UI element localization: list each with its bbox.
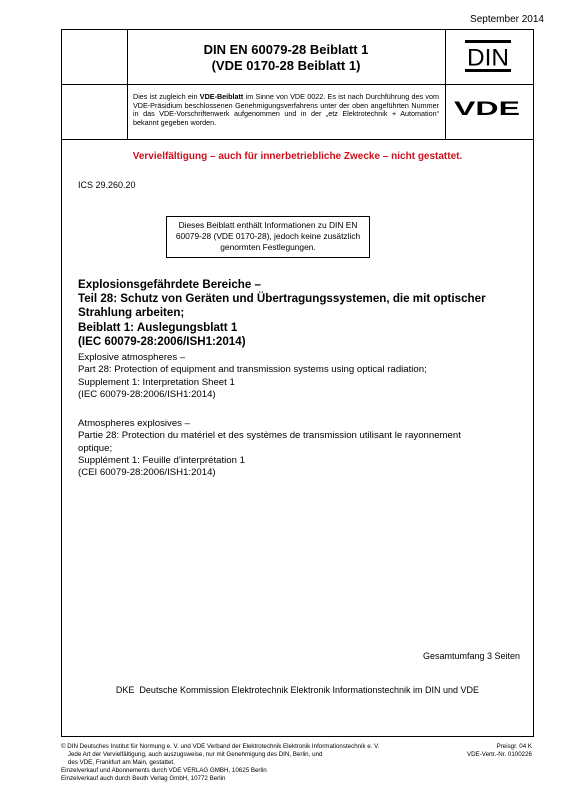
footer-line: des VDE, Frankfurt am Main, gestattet. (61, 758, 175, 766)
german-title-line: Strahlung arbeiten; (78, 306, 185, 320)
footer-copyright (61, 743, 379, 783)
english-title-line: Part 28: Protection of equipment and transmission systems using optical radiation; (78, 364, 427, 376)
ics-code: ICS 29.260.20 (78, 180, 136, 190)
german-title (78, 278, 528, 349)
vde-logo-text: VDE (454, 99, 520, 117)
french-title-line: Atmospheres explosives – (78, 418, 190, 429)
din-logo-text: DIN (467, 44, 509, 72)
din-logo (464, 39, 512, 73)
publication-date: September 2014 (470, 14, 544, 25)
price-group: Preisgr. 04 K (496, 743, 532, 750)
title-line: DIN EN 60079-28 Beiblatt 1 (203, 42, 369, 57)
german-title-line: Explosionsgefährdete Bereiche – (78, 278, 261, 291)
footer-line: Einzelverkauf auch durch Beuth Verlag GmbH, 10772 Berlin (61, 774, 226, 782)
vde-logo (452, 99, 522, 117)
german-title-line: Beiblatt 1: Auslegungsblatt 1 (78, 320, 238, 334)
footer-line: © DIN Deutsches Institut für Normung e. V. und VDE Verband der Elektrotechnik Elektronik Informationstechnik e. V. (61, 743, 380, 750)
dke-line: DKE Deutsche Kommission Elektrotechnik Elektronik Informationstechnik im DIN und VDE (115, 685, 480, 695)
title-line: (VDE 0170-28 Beiblatt 1) (211, 58, 361, 73)
french-title (78, 418, 528, 479)
german-title-line: Teil 28: Schutz von Geräten und Übertragungssystemen, die mit optischer (78, 292, 486, 306)
note-rest: im Sinne von VDE 0022. Es ist nach Durchführung des vom VDE-Präsidium beschlossenen Genehmigungsverfahrens unter der oben angeführten Nummer in das VDE-Vorschriftenwerk aufgenommen und in der „etz Elektrotechnik + Automation“ bekannt gegeben worden. (133, 92, 439, 127)
header-divider (61, 84, 534, 85)
german-title-line: (IEC 60079-28:2006/ISH1:2014) (78, 334, 246, 348)
french-title-line: Supplément 1: Feuille d’interprétation 1 (78, 454, 245, 466)
english-title-line: Explosive atmospheres – (78, 352, 186, 363)
footer-line: Einzelverkauf und Abonnements durch VDE VERLAG GMBH, 10625 Berlin (61, 766, 267, 774)
english-title-line: Supplement 1: Interpretation Sheet 1 (78, 376, 235, 388)
total-pages: Gesamtumfang 3 Seiten (422, 651, 520, 661)
french-title-line: Partie 28: Protection du matériel et des systèmes de transmission utilisant le rayonnement (78, 430, 461, 442)
french-title-line: optique; (78, 442, 113, 454)
header-right-column (445, 29, 446, 139)
vde-contract-number: VDE-Vertr.-Nr. 0100226 (467, 750, 532, 758)
document-title (127, 42, 445, 74)
footer-line: Jede Art der Vervielfältigung, auch auszugsweise, nur mit Genehmigung des DIN, Berlin, und (61, 750, 323, 758)
copy-warning: Vervielfältigung – auch für innerbetriebliche Zwecke – nicht gestattet. (132, 151, 463, 162)
note-bold: VDE-Beiblatt (199, 92, 244, 101)
note-divider (61, 139, 534, 140)
supplement-info-box: Dieses Beiblatt enthält Informationen zu DIN EN 60079-28 (VDE 0170-28), jedoch keine zusätzlich genormten Festlegungen. (166, 216, 370, 258)
footer-price (467, 743, 532, 759)
english-title-line: (IEC 60079-28:2006/ISH1:2014) (78, 388, 216, 400)
vde-approval-note (133, 93, 439, 127)
note-prefix: Dies ist zugleich ein (133, 92, 200, 101)
english-title (78, 352, 528, 401)
french-title-line: (CEI 60079-28:2006/ISH1:2014) (78, 467, 216, 479)
